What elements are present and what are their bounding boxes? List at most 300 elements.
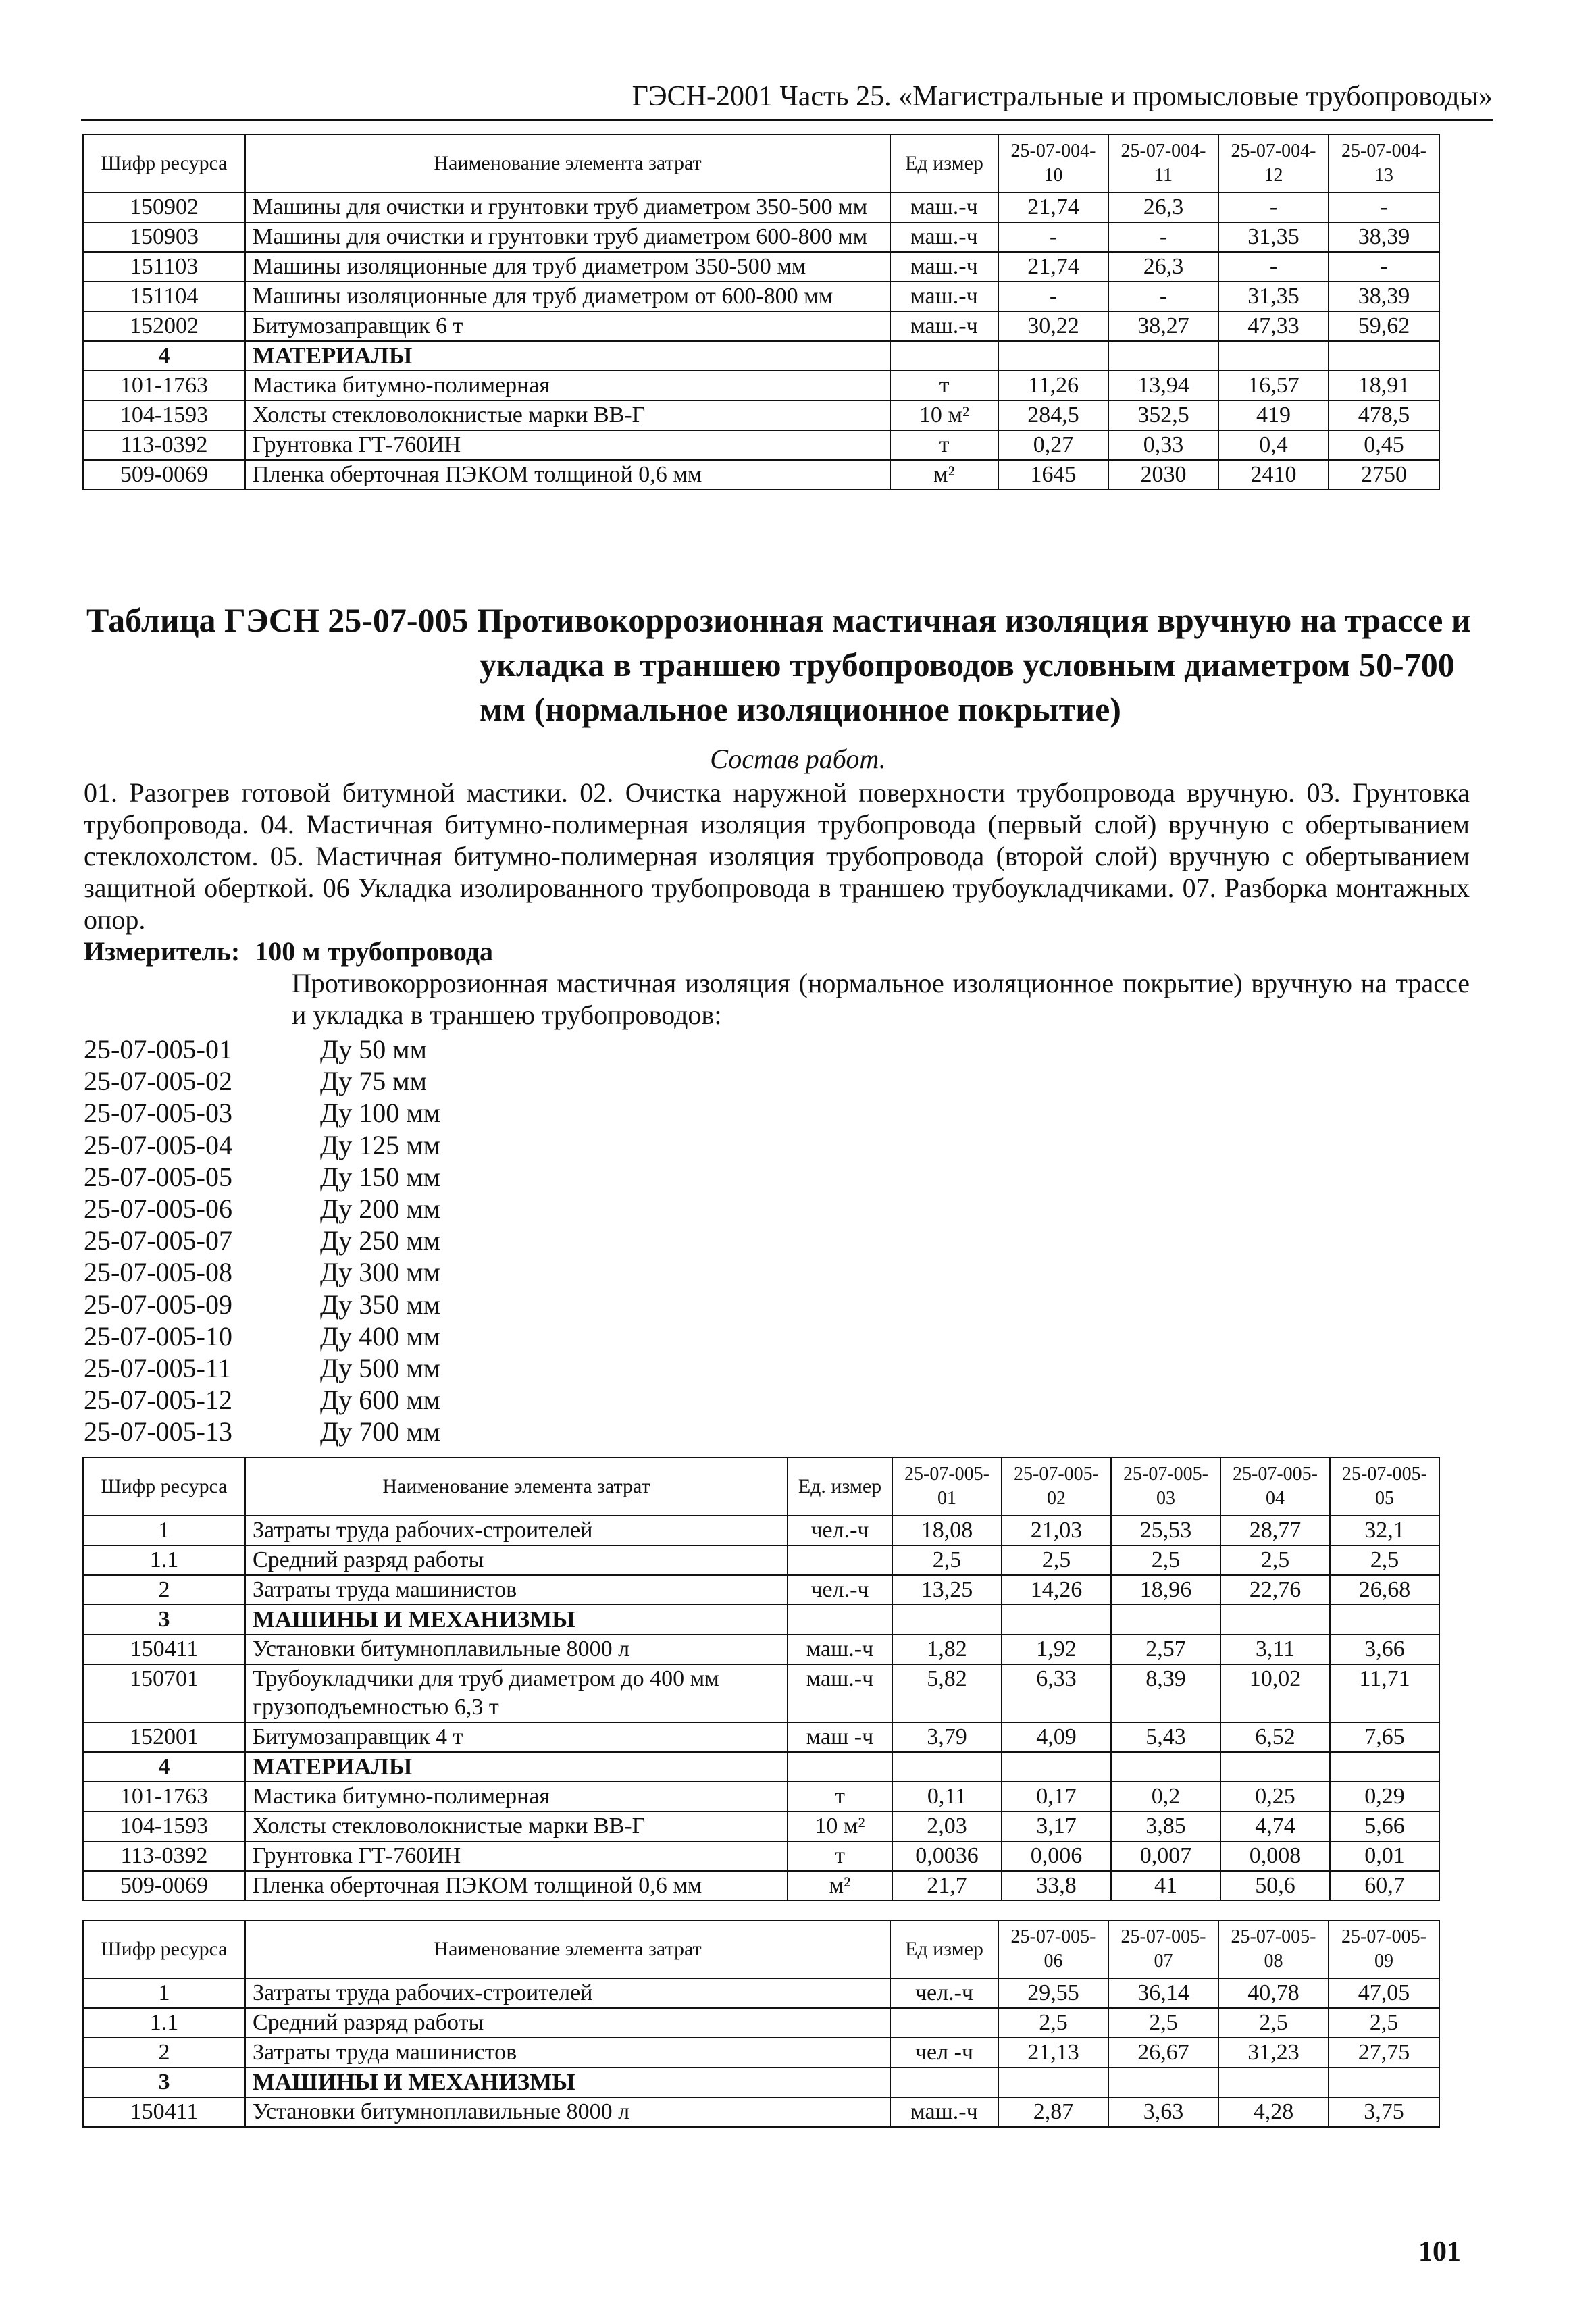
header-rule: [81, 119, 1493, 121]
value-cell: 21,7: [892, 1871, 1002, 1901]
unit-cell: [890, 341, 998, 371]
value-cell: 13,25: [892, 1575, 1002, 1605]
measure-label: Измеритель:: [84, 936, 240, 967]
table-row: [83, 1871, 1439, 1901]
value-cell: 419: [1218, 401, 1329, 430]
resource-code-cell: 509-0069: [83, 1871, 245, 1901]
column-header: 25-07-004-10: [998, 134, 1108, 192]
table-section-row: [83, 1605, 1439, 1635]
cost-element-name-cell: Грунтовка ГТ-760ИН: [245, 1841, 788, 1871]
works-description: 01. Разогрев готовой битумной мастики. 02. Очистка наружной поверхности трубопровода вручную. 03. Грунтовка трубопровода. 04. Мастичная битумно-полимерная изоляция трубопровода (первый слой) вручную с обертыванием стеклохолстом. 05. Мастичная битумно-полимерная изоляция трубопровода (второй слой) вручную с обертыванием защитной оберткой. 06 Укладка изолированного трубопровода в траншею трубоукладчиками. 07. Разборка монтажных опор.: [84, 777, 1470, 935]
measure-unit: [84, 935, 493, 968]
table-row: [83, 1811, 1439, 1841]
table-title-line-3: мм (нормальное изоляционное покрытие): [480, 690, 1121, 728]
value-cell: 38,39: [1329, 282, 1439, 311]
cost-element-name-cell: Средний разряд работы: [245, 1545, 788, 1575]
unit-cell: маш.-ч: [788, 1664, 892, 1722]
unit-cell: чел.-ч: [890, 1978, 998, 2008]
value-cell: 2750: [1329, 460, 1439, 490]
value-cell: 14,26: [1002, 1575, 1111, 1605]
resource-code-cell: 150902: [83, 192, 245, 222]
cost-element-name-cell: Мастика битумно-полимерная: [245, 1782, 788, 1811]
unit-cell: чел -ч: [890, 2038, 998, 2067]
norm-code-row: [84, 1193, 440, 1225]
column-header: Шифр ресурса: [83, 1920, 245, 1978]
value-cell: -: [1218, 192, 1329, 222]
cost-element-name-cell: Средний разряд работы: [245, 2008, 890, 2038]
value-cell: 22,76: [1220, 1575, 1330, 1605]
running-header: ГЭСН-2001 Часть 25. «Магистральные и промысловые трубопроводы»: [632, 81, 1493, 112]
value-cell: 3,11: [1220, 1635, 1330, 1664]
measure-value: 100 м трубопровода: [255, 936, 493, 967]
unit-cell: 10 м²: [788, 1811, 892, 1841]
value-cell: 0,17: [1002, 1782, 1111, 1811]
value-cell: [1108, 2067, 1218, 2097]
value-cell: 59,62: [1329, 311, 1439, 341]
value-cell: 2,5: [998, 2008, 1108, 2038]
column-header: Ед измер: [890, 1920, 998, 1978]
norm-code: 25-07-005-13: [84, 1416, 232, 1447]
resource-code-cell: 3: [83, 2067, 245, 2097]
value-cell: 18,08: [892, 1516, 1002, 1545]
value-cell: 30,22: [998, 311, 1108, 341]
value-cell: 1645: [998, 460, 1108, 490]
unit-cell: [788, 1752, 892, 1782]
unit-cell: чел.-ч: [788, 1575, 892, 1605]
value-cell: [1111, 1605, 1220, 1635]
resource-code-cell: 1.1: [83, 1545, 245, 1575]
cost-element-name-cell: Установки битумноплавильные 8000 л: [245, 1635, 788, 1664]
norm-code-description: Ду 600 мм: [320, 1385, 440, 1416]
value-cell: 0,006: [1002, 1841, 1111, 1871]
value-cell: 3,17: [1002, 1811, 1111, 1841]
norm-code: 25-07-005-02: [84, 1066, 232, 1097]
cost-element-name-cell: Машины изоляционные для труб диаметром от 600-800 мм: [245, 282, 890, 311]
column-header: Наименование элемента затрат: [245, 1458, 788, 1516]
resource-code-cell: 151104: [83, 282, 245, 311]
resource-code-cell: 4: [83, 341, 245, 371]
cost-element-name-cell: Установки битумноплавильные 8000 л: [245, 2097, 890, 2127]
resource-code-cell: 1: [83, 1516, 245, 1545]
column-header: Шифр ресурса: [83, 1458, 245, 1516]
value-cell: 5,82: [892, 1664, 1002, 1722]
column-header: 25-07-005-04: [1220, 1458, 1330, 1516]
value-cell: [998, 2067, 1108, 2097]
value-cell: [1218, 2067, 1329, 2097]
resource-code-cell: 1: [83, 1978, 245, 2008]
value-cell: -: [1108, 282, 1218, 311]
table-body: [83, 192, 1439, 490]
value-cell: 0,45: [1329, 430, 1439, 460]
norm-code-description: Ду 75 мм: [320, 1066, 427, 1097]
value-cell: 4,09: [1002, 1722, 1111, 1752]
resource-code-cell: 152002: [83, 311, 245, 341]
table-row: [83, 1664, 1439, 1722]
value-cell: 3,85: [1111, 1811, 1220, 1841]
table-row: [83, 1545, 1439, 1575]
value-cell: 2,5: [892, 1545, 1002, 1575]
value-cell: 28,77: [1220, 1516, 1330, 1545]
cost-element-name-cell: Затраты труда машинистов: [245, 2038, 890, 2067]
norm-code-description: Ду 100 мм: [320, 1098, 440, 1129]
column-header: 25-07-005-09: [1329, 1920, 1439, 1978]
unit-cell: маш.-ч: [890, 282, 998, 311]
value-cell: 2,87: [998, 2097, 1108, 2127]
value-cell: -: [998, 222, 1108, 252]
table-row: [83, 2097, 1439, 2127]
value-cell: 0,0036: [892, 1841, 1002, 1871]
value-cell: -: [1218, 252, 1329, 282]
table-row: [83, 1575, 1439, 1605]
column-header: 25-07-005-03: [1111, 1458, 1220, 1516]
value-cell: 10,02: [1220, 1664, 1330, 1722]
table-row: [83, 1635, 1439, 1664]
norm-code: 25-07-005-08: [84, 1257, 232, 1288]
value-cell: 7,65: [1330, 1722, 1439, 1752]
norm-code: 25-07-005-12: [84, 1385, 232, 1416]
resource-code-cell: 150903: [83, 222, 245, 252]
norm-code-description: Ду 700 мм: [320, 1416, 440, 1447]
resource-code-cell: 104-1593: [83, 401, 245, 430]
value-cell: [1330, 1752, 1439, 1782]
value-cell: 18,91: [1329, 371, 1439, 401]
value-cell: [892, 1605, 1002, 1635]
value-cell: 4,28: [1218, 2097, 1329, 2127]
unit-cell: маш.-ч: [890, 222, 998, 252]
value-cell: 41: [1111, 1871, 1220, 1901]
column-header: 25-07-005-07: [1108, 1920, 1218, 1978]
cost-element-name-cell: Машины для очистки и грунтовки труб диаметром 600-800 мм: [245, 222, 890, 252]
unit-cell: [788, 1545, 892, 1575]
norm-code: 25-07-005-06: [84, 1193, 232, 1225]
cost-element-name-cell: Битумозаправщик 4 т: [245, 1722, 788, 1752]
resource-code-cell: 2: [83, 2038, 245, 2067]
value-cell: 5,43: [1111, 1722, 1220, 1752]
resource-code-cell: 150411: [83, 2097, 245, 2127]
norm-code-row: [84, 1033, 440, 1065]
norm-code-description: Ду 300 мм: [320, 1257, 440, 1288]
value-cell: 21,74: [998, 252, 1108, 282]
column-header: 25-07-005-05: [1330, 1458, 1439, 1516]
cost-element-name-cell: Трубоукладчики для труб диаметром до 400 мм грузоподъемностью 6,3 т: [245, 1664, 788, 1722]
page-number: 101: [1418, 2236, 1461, 2267]
resource-code-cell: 150701: [83, 1664, 245, 1722]
value-cell: 38,39: [1329, 222, 1439, 252]
unit-cell: чел.-ч: [788, 1516, 892, 1545]
resource-code-cell: 4: [83, 1752, 245, 1782]
table-header: [83, 1458, 1439, 1516]
unit-cell: маш.-ч: [788, 1635, 892, 1664]
value-cell: 2,5: [1329, 2008, 1439, 2038]
value-cell: 25,53: [1111, 1516, 1220, 1545]
value-cell: [1218, 341, 1329, 371]
value-cell: 16,57: [1218, 371, 1329, 401]
value-cell: 2,5: [1220, 1545, 1330, 1575]
value-cell: [1002, 1605, 1111, 1635]
resource-code-cell: 101-1763: [83, 371, 245, 401]
norm-code-row: [84, 1352, 440, 1384]
value-cell: 478,5: [1329, 401, 1439, 430]
norm-code-row: [84, 1289, 440, 1320]
norm-code-description: Ду 500 мм: [320, 1353, 440, 1384]
table-row: [83, 401, 1439, 430]
column-header: Шифр ресурса: [83, 134, 245, 192]
norm-code-list: [84, 1033, 440, 1448]
value-cell: 3,63: [1108, 2097, 1218, 2127]
resource-code-cell: 101-1763: [83, 1782, 245, 1811]
norm-code-description: Ду 125 мм: [320, 1129, 440, 1160]
value-cell: 47,05: [1329, 1978, 1439, 2008]
table-row: [83, 311, 1439, 341]
table-body: [83, 1978, 1439, 2127]
table-header: [83, 134, 1439, 192]
value-cell: -: [1329, 192, 1439, 222]
value-cell: [1220, 1752, 1330, 1782]
norm-code-row: [84, 1256, 440, 1288]
value-cell: 0,008: [1220, 1841, 1330, 1871]
norm-code: 25-07-005-07: [84, 1225, 232, 1256]
value-cell: 60,7: [1330, 1871, 1439, 1901]
value-cell: 47,33: [1218, 311, 1329, 341]
table-row: [83, 371, 1439, 401]
value-cell: 0,4: [1218, 430, 1329, 460]
table-row: [83, 1841, 1439, 1871]
norm-code: 25-07-005-11: [84, 1353, 232, 1384]
column-header: 25-07-004-11: [1108, 134, 1218, 192]
value-cell: 3,75: [1329, 2097, 1439, 2127]
norm-code-row: [84, 1225, 440, 1256]
value-cell: 31,23: [1218, 2038, 1329, 2067]
value-cell: [1329, 2067, 1439, 2097]
table-row: [83, 1978, 1439, 2008]
unit-cell: маш.-ч: [890, 311, 998, 341]
cost-element-name-cell: МАШИНЫ И МЕХАНИЗМЫ: [245, 2067, 890, 2097]
table-title: [86, 598, 1491, 731]
cost-element-name-cell: МАТЕРИАЛЫ: [245, 1752, 788, 1782]
norm-code: 25-07-005-10: [84, 1320, 232, 1352]
unit-cell: маш -ч: [788, 1722, 892, 1752]
works-heading: Состав работ.: [710, 744, 886, 774]
value-cell: 352,5: [1108, 401, 1218, 430]
value-cell: 2,5: [1111, 1545, 1220, 1575]
value-cell: 3,79: [892, 1722, 1002, 1752]
value-cell: 31,35: [1218, 222, 1329, 252]
value-cell: 5,66: [1330, 1811, 1439, 1841]
norm-code-row: [84, 1416, 440, 1447]
table-body: [83, 1516, 1439, 1901]
value-cell: 2,03: [892, 1811, 1002, 1841]
value-cell: 31,35: [1218, 282, 1329, 311]
column-header: 25-07-005-02: [1002, 1458, 1111, 1516]
unit-cell: 10 м²: [890, 401, 998, 430]
value-cell: [998, 341, 1108, 371]
value-cell: 4,74: [1220, 1811, 1330, 1841]
resource-code-cell: 3: [83, 1605, 245, 1635]
value-cell: [892, 1752, 1002, 1782]
value-cell: 26,67: [1108, 2038, 1218, 2067]
norm-code-row: [84, 1320, 440, 1352]
unit-cell: маш.-ч: [890, 192, 998, 222]
value-cell: 0,25: [1220, 1782, 1330, 1811]
value-cell: [1002, 1752, 1111, 1782]
value-cell: 2,57: [1111, 1635, 1220, 1664]
value-cell: 26,3: [1108, 192, 1218, 222]
value-cell: [1330, 1605, 1439, 1635]
table-section-row: [83, 341, 1439, 371]
cost-element-name-cell: МАШИНЫ И МЕХАНИЗМЫ: [245, 1605, 788, 1635]
value-cell: 13,94: [1108, 371, 1218, 401]
column-header: 25-07-004-13: [1329, 134, 1439, 192]
cost-table-005-06-09: [82, 1920, 1440, 2128]
table-row: [83, 2038, 1439, 2067]
value-cell: 0,007: [1111, 1841, 1220, 1871]
value-cell: 3,66: [1330, 1635, 1439, 1664]
value-cell: 2,5: [1002, 1545, 1111, 1575]
value-cell: 50,6: [1220, 1871, 1330, 1901]
value-cell: 2,5: [1330, 1545, 1439, 1575]
table-row: [83, 2008, 1439, 2038]
value-cell: 6,52: [1220, 1722, 1330, 1752]
table-row: [83, 1722, 1439, 1752]
norm-code: 25-07-005-01: [84, 1034, 232, 1064]
value-cell: 0,33: [1108, 430, 1218, 460]
unit-cell: маш.-ч: [890, 252, 998, 282]
intro-text: Противокоррозионная мастичная изоляция (нормальное изоляционное покрытие) вручную на трассе и укладка в траншею трубопроводов:: [292, 968, 1470, 1030]
cost-element-name-cell: Затраты труда рабочих-строителей: [245, 1978, 890, 2008]
column-header: 25-07-005-06: [998, 1920, 1108, 1978]
value-cell: 284,5: [998, 401, 1108, 430]
cost-element-name-cell: Грунтовка ГТ-760ИН: [245, 430, 890, 460]
column-header: 25-07-004-12: [1218, 134, 1329, 192]
resource-code-cell: 151103: [83, 252, 245, 282]
unit-cell: т: [788, 1782, 892, 1811]
value-cell: 40,78: [1218, 1978, 1329, 2008]
value-cell: 27,75: [1329, 2038, 1439, 2067]
table-section-row: [83, 2067, 1439, 2097]
unit-cell: [788, 1605, 892, 1635]
norm-code: 25-07-005-09: [84, 1289, 232, 1320]
table-row: [83, 460, 1439, 490]
value-cell: 2410: [1218, 460, 1329, 490]
resource-code-cell: 152001: [83, 1722, 245, 1752]
table-row: [83, 192, 1439, 222]
norm-code-row: [84, 1065, 440, 1097]
value-cell: 0,29: [1330, 1782, 1439, 1811]
value-cell: 0,11: [892, 1782, 1002, 1811]
norm-code: 25-07-005-03: [84, 1098, 232, 1129]
resource-code-cell: 2: [83, 1575, 245, 1605]
cost-element-name-cell: Мастика битумно-полимерная: [245, 371, 890, 401]
value-cell: -: [1329, 252, 1439, 282]
norm-code: 25-07-005-04: [84, 1129, 232, 1160]
value-cell: 2,5: [1108, 2008, 1218, 2038]
value-cell: 26,68: [1330, 1575, 1439, 1605]
value-cell: 11,71: [1330, 1664, 1439, 1722]
cost-element-name-cell: МАТЕРИАЛЫ: [245, 341, 890, 371]
resource-code-cell: 1.1: [83, 2008, 245, 2038]
unit-cell: т: [890, 430, 998, 460]
value-cell: 36,14: [1108, 1978, 1218, 2008]
norm-code-description: Ду 250 мм: [320, 1225, 440, 1256]
resource-code-cell: 509-0069: [83, 460, 245, 490]
table-row: [83, 1516, 1439, 1545]
cost-element-name-cell: Пленка оберточная ПЭКОМ толщиной 0,6 мм: [245, 460, 890, 490]
value-cell: 1,92: [1002, 1635, 1111, 1664]
value-cell: [1220, 1605, 1330, 1635]
column-header: Наименование элемента затрат: [245, 1920, 890, 1978]
norm-code-description: Ду 200 мм: [320, 1193, 440, 1225]
value-cell: [1108, 341, 1218, 371]
value-cell: 8,39: [1111, 1664, 1220, 1722]
value-cell: 18,96: [1111, 1575, 1220, 1605]
value-cell: [1329, 341, 1439, 371]
column-header: Ед измер: [890, 134, 998, 192]
value-cell: 2,5: [1218, 2008, 1329, 2038]
norm-code-description: Ду 400 мм: [320, 1320, 440, 1352]
value-cell: 11,26: [998, 371, 1108, 401]
value-cell: 38,27: [1108, 311, 1218, 341]
value-cell: 6,33: [1002, 1664, 1111, 1722]
value-cell: 21,03: [1002, 1516, 1111, 1545]
cost-element-name-cell: Пленка оберточная ПЭКОМ толщиной 0,6 мм: [245, 1871, 788, 1901]
unit-cell: т: [890, 371, 998, 401]
unit-cell: м²: [788, 1871, 892, 1901]
cost-element-name-cell: Затраты труда рабочих-строителей: [245, 1516, 788, 1545]
unit-cell: [890, 2008, 998, 2038]
table-section-row: [83, 1752, 1439, 1782]
cost-element-name-cell: Затраты труда машинистов: [245, 1575, 788, 1605]
value-cell: 2030: [1108, 460, 1218, 490]
value-cell: -: [998, 282, 1108, 311]
unit-cell: т: [788, 1841, 892, 1871]
resource-code-cell: 113-0392: [83, 430, 245, 460]
value-cell: 0,2: [1111, 1782, 1220, 1811]
resource-code-cell: 104-1593: [83, 1811, 245, 1841]
norm-code-row: [84, 1161, 440, 1193]
cost-element-name-cell: Битумозаправщик 6 т: [245, 311, 890, 341]
value-cell: 32,1: [1330, 1516, 1439, 1545]
resource-code-cell: 150411: [83, 1635, 245, 1664]
column-header: 25-07-005-08: [1218, 1920, 1329, 1978]
norm-code-row: [84, 1097, 440, 1129]
table-row: [83, 430, 1439, 460]
resource-code-cell: 113-0392: [83, 1841, 245, 1871]
cost-element-name-cell: Холсты стекловолокнистые марки ВВ-Г: [245, 401, 890, 430]
value-cell: 21,13: [998, 2038, 1108, 2067]
cost-element-name-cell: Машины изоляционные для труб диаметром 350-500 мм: [245, 252, 890, 282]
table-row: [83, 252, 1439, 282]
value-cell: 1,82: [892, 1635, 1002, 1664]
norm-code-row: [84, 1384, 440, 1416]
value-cell: [1111, 1752, 1220, 1782]
value-cell: 29,55: [998, 1978, 1108, 2008]
table-header: [83, 1920, 1439, 1978]
cost-element-name-cell: Холсты стекловолокнистые марки ВВ-Г: [245, 1811, 788, 1841]
value-cell: 0,01: [1330, 1841, 1439, 1871]
norm-code-description: Ду 150 мм: [320, 1161, 440, 1192]
table-row: [83, 222, 1439, 252]
cost-table-005-01-05: [82, 1457, 1440, 1901]
norm-code: 25-07-005-05: [84, 1161, 232, 1192]
unit-cell: м²: [890, 460, 998, 490]
norm-code-description: Ду 50 мм: [320, 1034, 427, 1064]
value-cell: 0,27: [998, 430, 1108, 460]
unit-cell: [890, 2067, 998, 2097]
table-title-line-2: укладка в траншею трубопроводов условным диаметром 50-700: [480, 646, 1455, 684]
value-cell: 21,74: [998, 192, 1108, 222]
norm-code-description: Ду 350 мм: [320, 1289, 440, 1320]
table-title-line-1: Таблица ГЭСН 25-07-005 Противокоррозионная мастичная изоляция вручную на трассе и: [86, 601, 1471, 639]
